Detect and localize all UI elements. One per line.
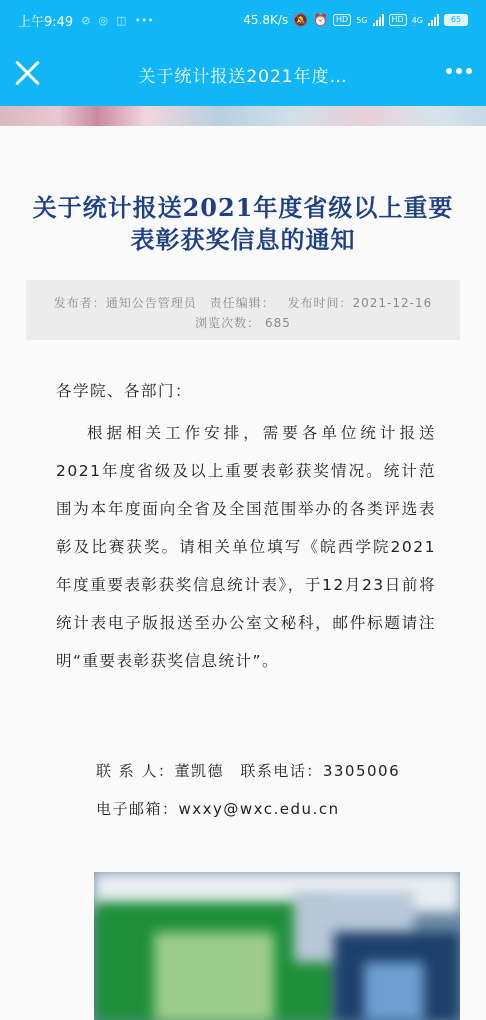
contact-person: 联 系 人：董凯德 (96, 762, 225, 780)
network-type-4g: 4G (411, 15, 423, 25)
signal-icon (373, 14, 384, 26)
body-paragraph: 根据相关工作安排，需要各单位统计报送2021年度省级及以上重要表彰获奖情况。统计范围为本年度面向全省及全国范围举办的各类评选表彰及比赛获奖。请相关单位填写《皖西学院2021年度重要表彰获奖信息统计表》，于12月23日前将统计表电子版报送至办公室文秘科，邮件标题请注明“重要表彰获奖信息统计”。 (56, 424, 436, 670)
status-bar (0, 0, 486, 40)
hd-badge: HD (333, 14, 351, 26)
attachment-image[interactable] (94, 872, 460, 1020)
notification-icon: ⊘ (81, 13, 91, 27)
contact-phone: 联系电话：3305006 (240, 762, 401, 780)
email-line (96, 798, 340, 819)
greeting: 各学院、各部门： (56, 382, 193, 400)
contact-email[interactable]: 电子邮箱：wxxy@wxc.edu.cn (96, 800, 340, 818)
mute-icon: 🔕 (293, 13, 309, 27)
article-meta (26, 280, 460, 340)
notification-icon: ◫ (116, 13, 127, 27)
contact-line (96, 760, 400, 781)
navigation-bar (0, 40, 486, 106)
meta-editor: 责任编辑： (209, 296, 275, 310)
hd-badge: HD (389, 14, 407, 26)
network-speed: 45.8K/s (243, 13, 289, 27)
article-body (56, 372, 436, 680)
alarm-icon: ⏰ (313, 13, 329, 27)
close-icon[interactable] (14, 59, 42, 87)
more-options-icon[interactable] (446, 68, 472, 74)
status-time: 上午9:49 (18, 14, 74, 30)
meta-views: 浏览次数： 685 (195, 316, 291, 330)
article-title: 关于统计报送2021年度省级以上重要表彰获奖信息的通知 (32, 193, 454, 254)
battery-icon: 65 (444, 14, 468, 26)
meta-publish-time: 发布时间：2021-12-16 (287, 296, 433, 310)
notification-icon: ◎ (98, 13, 109, 27)
signal-icon (428, 14, 439, 26)
banner-image (0, 106, 486, 126)
network-type-5g: 5G (356, 15, 368, 25)
meta-publisher: 发布者：通知公告管理员 (53, 296, 197, 310)
page-title: 关于统计报送2021年度… (138, 67, 348, 87)
more-notifications-icon: ••• (134, 13, 154, 27)
